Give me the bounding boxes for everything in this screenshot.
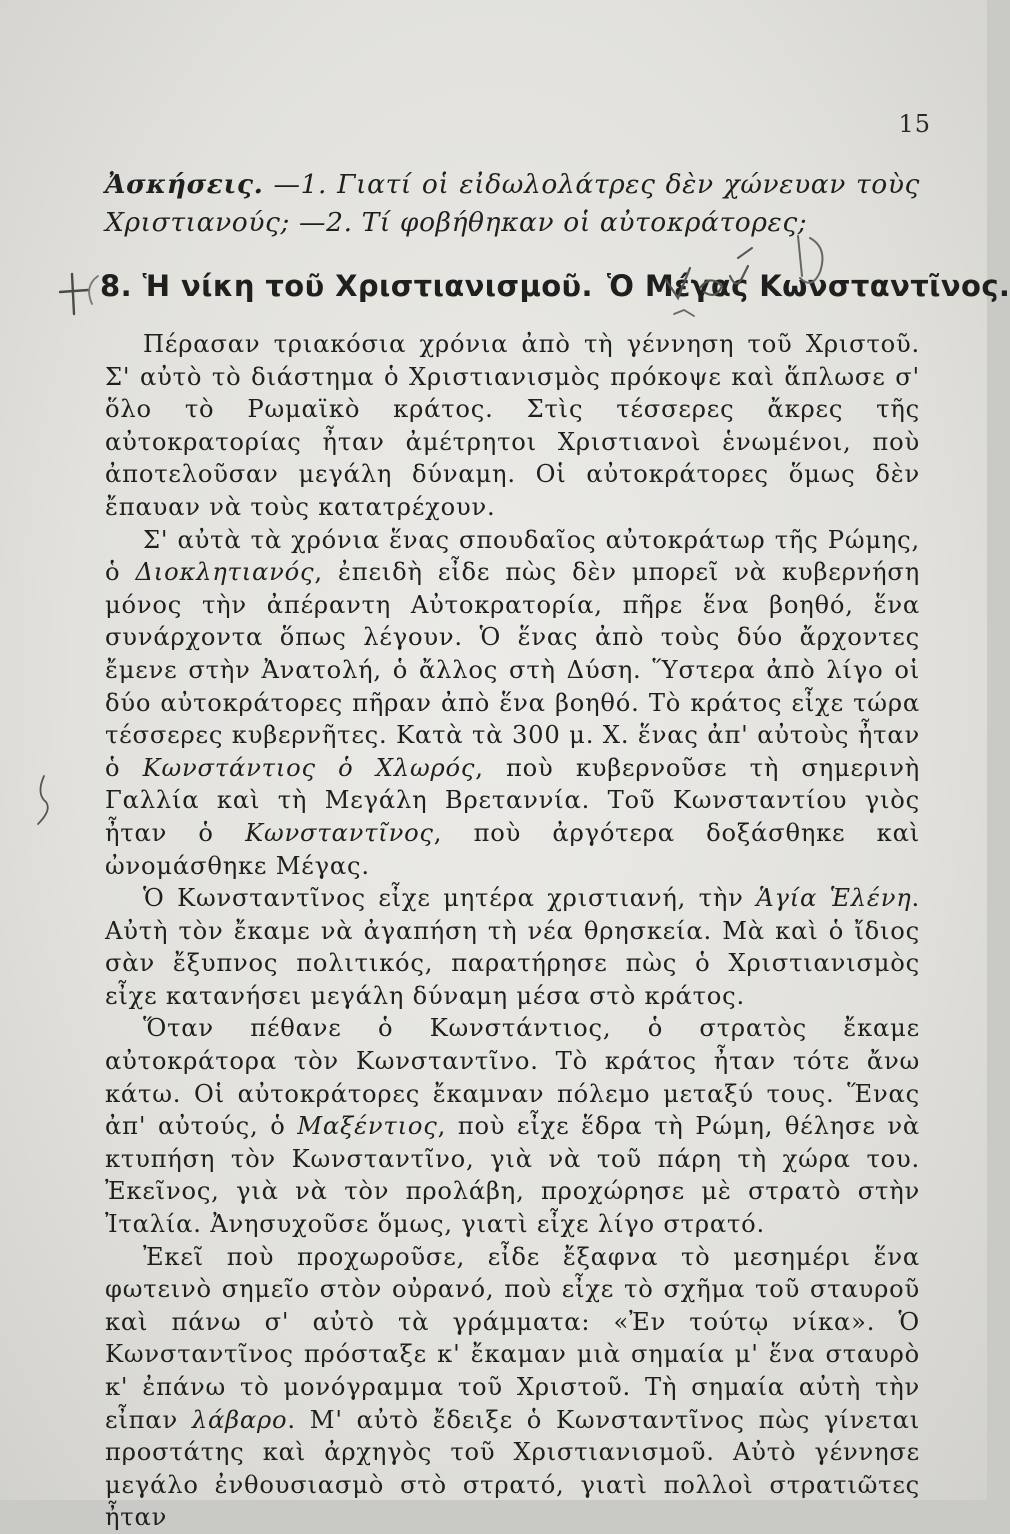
name-constantine: Κωνσταντῖνος bbox=[245, 818, 434, 847]
term-labarum: λάβαρο bbox=[191, 1405, 288, 1434]
exercises-label: Ἀσκήσεις. bbox=[105, 169, 264, 200]
paragraph: Ὁ Κωνσταντῖνος εἶχε μητέρα χριστιανή, τὴν Ἁγία Ἑλένη. Αὐτὴ τὸν ἔκαμε νὰ ἀγαπήση τὴ νέα θρησκεία. Μὰ καὶ ὁ ἴδιος σὰν ἔξυπνος πολιτικός, παρατήρησε πὼς ὁ Χριστιανισμὸς εἶχε κατανήσει μεγάλη δύναμη μέσα στὸ κράτος. bbox=[105, 884, 920, 1010]
chapter-subtitle: Ὁ Μέγας Κωνσταντῖνος. bbox=[606, 269, 1010, 303]
exercises-text: —1. Γιατί οἱ εἰδωλολάτρες δὲν χώνευαν τοὺς Χριστιανούς; —2. Τί φοβήθηκαν οἱ αὐτοκράτορες; bbox=[105, 169, 920, 238]
paragraph: Πέρασαν τριακόσια χρόνια ἀπὸ τὴ γέννηση τοῦ Χριστοῦ. Σ' αὐτὸ τὸ διάστημα ὁ Χριστιανισμὸς πρόκοψε καὶ ἅπλωσε σ' ὅλο τὸ Ρωμαϊκὸ κράτος. Στὶς τέσσερες ἄκρες τῆς αὐτοκρατορίας ἦταν ἀμέτρητοι Χριστιανοὶ ἑνωμένοι, ποὺ ἀποτελοῦσαν μεγάλη δύναμη. Οἱ αὐτοκράτορες ὅμως δὲν ἔπαυαν νὰ τοὺς κατατρέχουν. bbox=[105, 330, 920, 521]
name-diocletian: Διοκλητιανός bbox=[135, 558, 315, 587]
handwritten-margin-scribble bbox=[28, 770, 58, 830]
body-text bbox=[105, 328, 920, 1534]
paragraph: Σ' αὐτὰ τὰ χρόνια ἕνας σπουδαῖος αὐτοκράτωρ τῆς Ρώμης, ὁ Διοκλητιανός, ἐπειδὴ εἶδε πὼς δὲν μπορεῖ νὰ κυβερνήση μόνος τὴν ἀπέραντη Αὐτοκρατορία, πῆρε ἕνα βοηθό, ἕνα συνάρχοντα ὅπως λέγουν. Ὁ ἕνας ἀπὸ τοὺς δύο ἄρχοντες ἔμενε στὴν Ἀνατολή, ὁ ἄλλος στὴ Δύση. Ὕστερα ἀπὸ λίγο οἱ δύο αὐτοκράτορες πῆραν ἀπὸ ἕνα βοηθό. Τὸ κράτος εἶχε τώρα τέσσερες κυβερνῆτες. Κατὰ τὰ 300 μ. Χ. ἕνας ἀπ' αὐτοὺς ἦταν ὁ Κωνστάντιος ὁ Χλωρός, ποὺ κυβερνοῦσε τὴ σημερινὴ Γαλλία καὶ τὴ Μεγάλη Βρεταννία. Τοῦ Κωνσταντίου γιὸς ἦταν ὁ Κωνσταντῖνος, ποὺ ἀργότερα δοξάσθηκε καὶ ὠνομάσθηκε Μέγας. bbox=[105, 525, 920, 880]
name-saint-helen: Ἁγία Ἑλένη bbox=[756, 884, 912, 913]
paragraph: Ὅταν πέθανε ὁ Κωνστάντιος, ὁ στρατὸς ἔκαμε αὐτοκράτορα τὸν Κωνσταντῖνο. Τὸ κράτος ἦταν τότε ἄνω κάτω. Οἱ αὐτοκράτορες ἔκαμναν πόλεμο μεταξύ τους. Ἕνας ἀπ' αὐτούς, ὁ Μαξέντιος, ποὺ εἶχε ἕδρα τὴ Ρώμη, θέλησε νὰ κτυπήση τὸν Κωνσταντῖνο, γιὰ νὰ τοῦ πάρη τὴ χώρα του. Ἐκεῖνος, γιὰ νὰ τὸν προλάβη, προχώρησε μὲ στρατὸ στὴν Ἰταλία. Ἀνησυχοῦσε ὅμως, γιατὶ εἶχε λίγο στρατό. bbox=[105, 1014, 920, 1239]
name-maxentius: Μαξέντιος bbox=[297, 1112, 438, 1141]
page-number: 15 bbox=[898, 110, 931, 138]
name-constantius: Κωνστάντιος ὁ Χλωρός bbox=[142, 753, 476, 782]
paragraph: Ἐκεῖ ποὺ προχωροῦσε, εἶδε ἔξαφνα τὸ μεσημέρι ἕνα φωτεινὸ σημεῖο στὸν οὐρανό, ποὺ εἶχε τὸ σχῆμα τοῦ σταυροῦ καὶ πάνω σ' αὐτὸ τὰ γράμματα: «Ἐν τούτῳ νίκα». Ὁ Κωνσταντῖνος πρόσταξε κ' ἔκαμαν μιὰ σημαία μ' ἕνα σταυρὸ κ' ἐπάνω τὸ μονόγραμμα τοῦ Χριστοῦ. Τὴ σημαία αὐτὴ τὴν εἶπαν λάβαρο. Μ' αὐτὸ ἔδειξε ὁ Κωνσταντῖνος πὼς γίνεται προστάτης καὶ ἀρχηγὸς τοῦ Χριστιανισμοῦ. Αὐτὸ γέννησε μεγάλο ἐνθουσιασμὸ στὸ στρατό, γιατὶ πολλοὶ στρατιῶτες ἦταν bbox=[105, 1242, 921, 1532]
chapter-title: 8. Ἡ νίκη τοῦ Χριστιανισμοῦ. bbox=[100, 269, 593, 303]
chapter-heading bbox=[100, 268, 1010, 304]
exercises-block bbox=[105, 166, 920, 242]
